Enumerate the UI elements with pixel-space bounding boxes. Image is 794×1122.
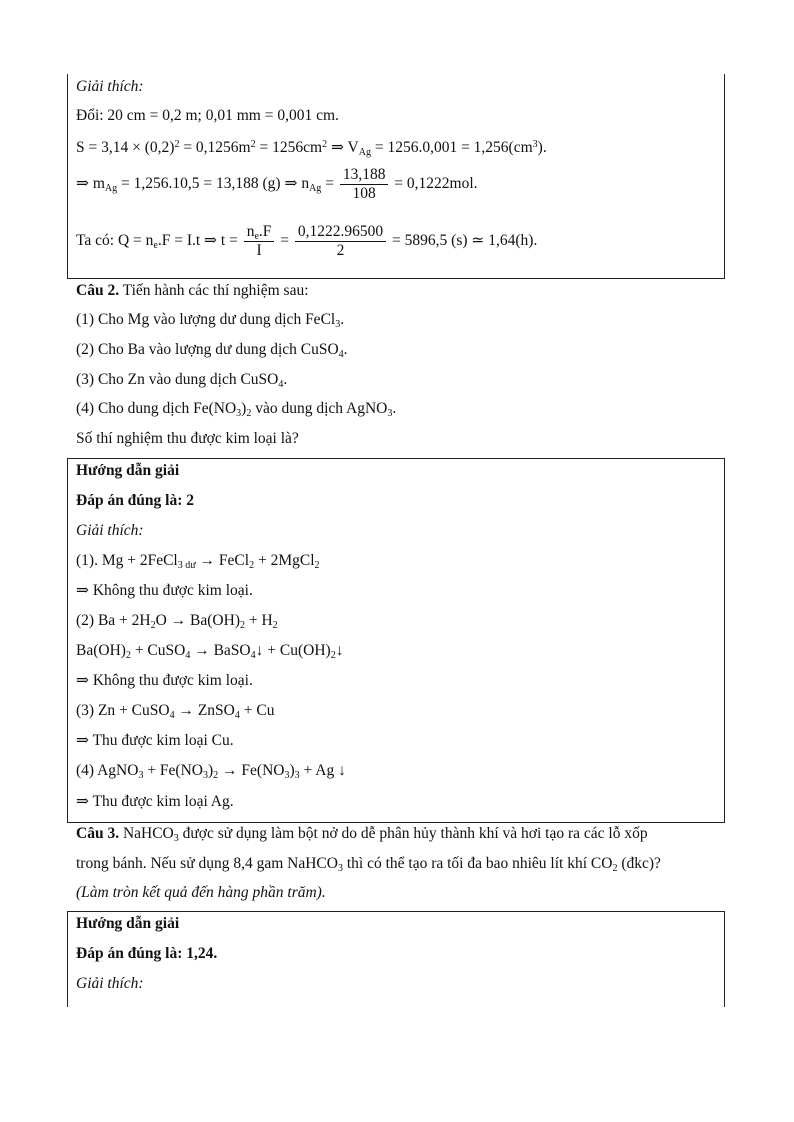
conclusion-2: ⇒ Không thu được kim loại. — [76, 672, 253, 689]
mass-fraction: $\frac{13,188}{108}$ — [340, 166, 389, 203]
solution-3-answer: Đáp án đúng là: 1,24. — [76, 945, 218, 962]
mass-formula: ⇒ $m_{Ag} = 1,256.10,5 = 13,188$ (g) ⇒ $n_{Ag}$ = $\frac{13,188}{108}$ = 0,1222mol. — [76, 166, 478, 202]
area-formula: $S = 3,14 \times (0,2)^2 = 0,1256m^2 = 1256cm^2$ ⇒ $V_{Ag} = 1256.0,001 = 1,256(cm^3)$. — [76, 139, 547, 158]
conversion-line: Đổi: 20 cm = 0,2 m; 0,01 mm = 0,001 cm. — [76, 107, 339, 124]
time-fraction-1: $\frac{n_e.F}{I}$ — [244, 223, 275, 260]
conclusion-3: ⇒ Thu được kim loại Cu. — [76, 732, 234, 749]
question-3-line-1: Câu 3. NaHCO$_3$ được sử dụng làm bột nở do dễ phân hủy thành khí và hơi tạo ra các lỗ xốp — [76, 825, 648, 844]
solution-2-explanation-label: Giải thích: — [76, 522, 144, 539]
time-formula: Ta có: $Q = n_e.F = I.t$ ⇒ t = $\frac{n_e.F}{I}$ = $\frac{0,1222.96500}{2}$ = 5896,5 (s) ≃ 1,64(h). — [76, 223, 538, 259]
reaction-2a: (2) $Ba + 2H_2O \to Ba(OH)_2 + H_2$ — [76, 612, 278, 631]
conclusion-4: ⇒ Thu được kim loại Ag. — [76, 793, 234, 810]
question-2-prompt: Số thí nghiệm thu được kim loại là? — [76, 430, 299, 447]
solution-3-title: Hướng dẫn giải — [76, 915, 180, 932]
time-fraction-2: $\frac{0,1222.96500}{2}$ — [295, 223, 386, 260]
question-3-line-2: trong bánh. Nếu sử dụng 8,4 gam NaHCO$_3$ thì có thể tạo ra tối đa bao nhiêu lít khí $CO_2$ (đkc)? — [76, 855, 661, 874]
experiment-4: (4) Cho dung dịch $Fe(NO_3)_2$ vào dung dịch AgNO$_3$. — [76, 400, 397, 419]
reaction-1: (1). Mg + 2FeCl$_{3 dư}$ → FeCl$_2$ + 2MgCl$_2$ — [76, 552, 320, 571]
solution-2-title: Hướng dẫn giải — [76, 462, 180, 479]
explanation-label: Giải thích: — [76, 78, 144, 95]
question-3-note: (Làm tròn kết quả đến hàng phần trăm). — [76, 884, 326, 901]
conclusion-1: ⇒ Không thu được kim loại. — [76, 582, 253, 599]
reaction-2b: $Ba(OH)_2$ + CuSO$_4$ → BaSO$_4$↓ + $Cu(OH)_2↓$ — [76, 642, 344, 661]
experiment-3: (3) Cho Zn vào dung dịch CuSO$_4$. — [76, 371, 288, 390]
reaction-4: (4) AgNO$_3$ + $Fe(NO_3)_2 \to Fe(NO_3)_3 + Ag$ ↓ — [76, 762, 346, 781]
reaction-3: (3) Zn + CuSO$_4$ → ZnSO$_4$ + Cu — [76, 702, 275, 721]
question-2-title: Câu 2. Tiến hành các thí nghiệm sau: — [76, 282, 309, 299]
solution-2-answer: Đáp án đúng là: 2 — [76, 492, 195, 509]
experiment-1: (1) Cho Mg vào lượng dư dung dịch FeCl$_3$. — [76, 311, 345, 330]
solution-3-explanation-label: Giải thích: — [76, 975, 144, 992]
experiment-2: (2) Cho Ba vào lượng dư dung dịch CuSO$_4$. — [76, 341, 348, 360]
